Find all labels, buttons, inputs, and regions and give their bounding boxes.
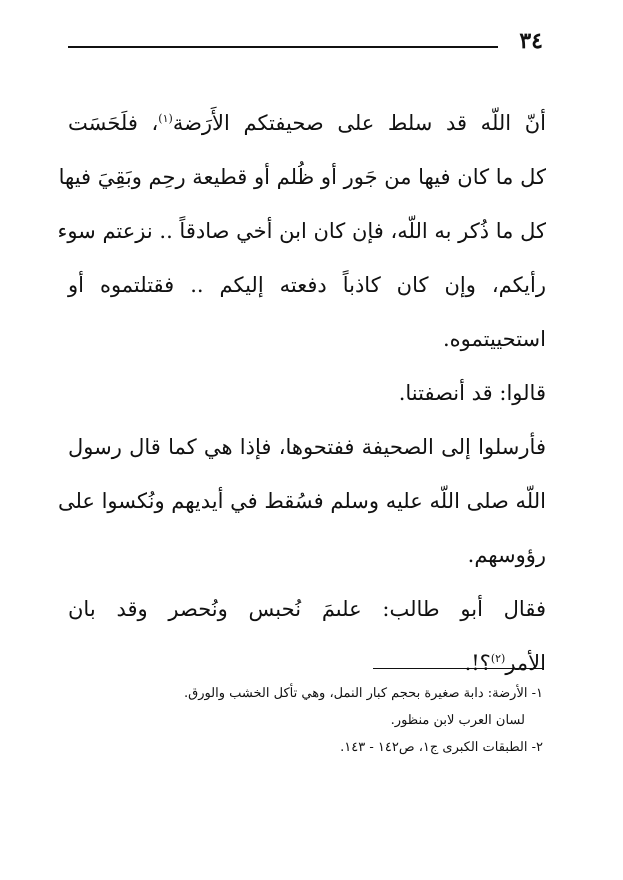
body-text <box>57 96 546 690</box>
footnote-ref: (١) <box>158 112 173 125</box>
footnote-2: ٢- الطبقات الكبرى ج١، ص١٤٢ - ١٤٣. <box>340 740 543 755</box>
text-line: استحييتموه. <box>442 327 546 351</box>
page-number: ٣٤ <box>519 28 543 54</box>
header-rule <box>68 46 498 48</box>
footnotes <box>73 680 543 761</box>
text-line: رأيكم، وإن كان كاذباً دفعته إليكم .. فقتلتموه أو <box>68 273 546 297</box>
text-line: فقال أبو طالب: علىمَ نُحبس ونُحصر وقد بان <box>68 597 546 621</box>
text-line: اللّه صلى اللّه عليه وسلم فسُقط في أيديهم ونُكسوا على <box>57 489 546 513</box>
text-line: الأمر$^{(٢)}$؟!. <box>464 651 546 675</box>
footnote-ref: (٢) <box>490 652 506 665</box>
footnote-rule <box>373 668 543 669</box>
footnote-1: ١- الأرضة: دابة صغيرة بحجم كبار النمل، وهي تأكل الخشب والورق. <box>183 686 543 701</box>
footnote-1-continuation: لسان العرب لابن منظور. <box>390 713 525 728</box>
text-line: كل ما كان فيها من جَور أو ظُلم أو قطيعة رحِم وبَقِيَ فيها <box>58 165 546 189</box>
text-line: رؤوسهم. <box>467 543 546 567</box>
text-line: فأرسلوا إلى الصحيفة ففتحوها، فإذا هي كما قال رسول <box>68 435 546 459</box>
text-line: أنّ اللّه قد سلط على صحيفتكم الأَرَضة$^{(١)}$، فلَحَسَت <box>68 111 546 135</box>
text-line: قالوا: قد أنصفتنا. <box>398 381 546 405</box>
text-line: كل ما ذُكر به اللّه، فإن كان ابن أخي صادقاً .. نزعتم سوء <box>57 219 546 243</box>
